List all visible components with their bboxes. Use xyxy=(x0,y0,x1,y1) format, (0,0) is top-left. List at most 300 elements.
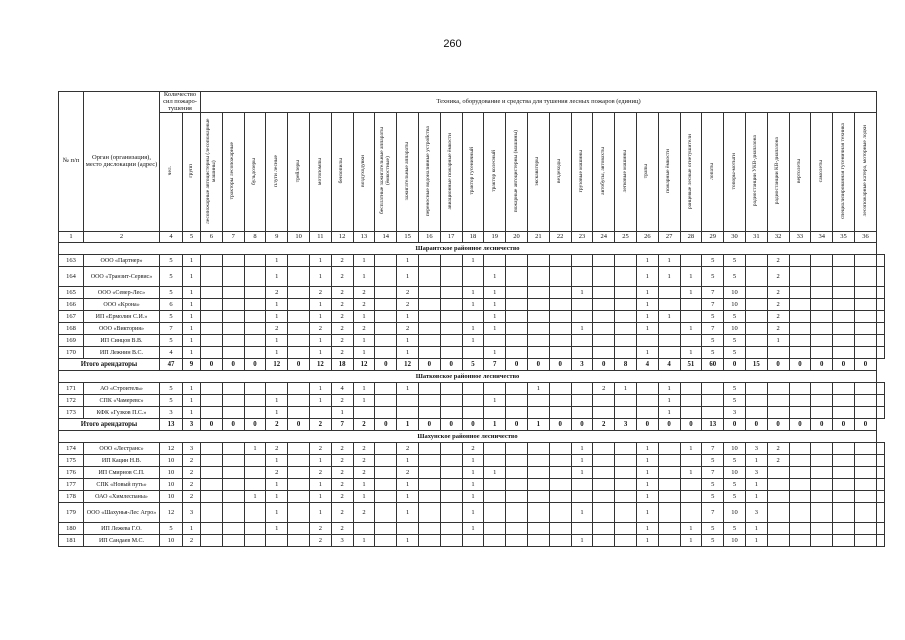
row-value xyxy=(244,455,266,467)
row-value xyxy=(201,383,223,395)
row-value xyxy=(288,347,310,359)
row-value xyxy=(680,255,702,267)
row-value xyxy=(789,395,811,407)
row-value xyxy=(201,479,223,491)
row-value: 1 xyxy=(658,383,680,395)
header-equipment-26: радиостанции УКВ-диапазона xyxy=(745,113,767,232)
row-value: 1 xyxy=(462,287,484,299)
row-value xyxy=(593,455,615,467)
row-value: 2 xyxy=(767,299,789,311)
row-value xyxy=(222,267,244,287)
row-value: 1 xyxy=(266,395,288,407)
row-value: 2 xyxy=(767,455,789,467)
row-value: 1 xyxy=(636,503,658,523)
row-value xyxy=(462,535,484,547)
row-value xyxy=(615,347,637,359)
row-value xyxy=(789,323,811,335)
row-value: 3 xyxy=(331,535,353,547)
header-organ: Орган (организация), место дислокации (адрес) xyxy=(84,92,160,232)
row-value xyxy=(745,407,767,419)
row-value: 2 xyxy=(331,347,353,359)
row-value: 10 xyxy=(724,443,746,455)
row-value xyxy=(593,467,615,479)
total-value: 0 xyxy=(811,359,833,371)
total-value: 0 xyxy=(833,359,855,371)
row-value xyxy=(877,479,885,491)
row-value xyxy=(549,335,571,347)
row-value: 1 xyxy=(636,467,658,479)
header-equipment-7: бензопилы xyxy=(331,113,353,232)
row-value: 1 xyxy=(397,335,419,347)
row-value xyxy=(201,523,223,535)
row-value: 1 xyxy=(183,267,201,287)
row-value xyxy=(375,523,397,535)
row-value xyxy=(527,287,549,299)
row-value: 2 xyxy=(331,523,353,535)
total-value: 0 xyxy=(854,419,876,431)
row-value xyxy=(593,491,615,503)
row-value xyxy=(418,503,440,523)
row-value: 2 xyxy=(353,443,375,455)
row-value: 5 xyxy=(160,335,183,347)
row-organization: ОАО «Химлеспаны» xyxy=(84,491,160,503)
row-value xyxy=(527,255,549,267)
row-value: 1 xyxy=(397,311,419,323)
row-value xyxy=(658,455,680,467)
row-value xyxy=(745,395,767,407)
row-value: 2 xyxy=(767,267,789,287)
row-value: 10 xyxy=(724,535,746,547)
row-value xyxy=(418,443,440,455)
row-value xyxy=(854,299,876,311)
column-number: 6 xyxy=(201,232,223,243)
row-value xyxy=(440,383,462,395)
row-value xyxy=(549,467,571,479)
total-value: 0 xyxy=(375,359,397,371)
row-value xyxy=(288,455,310,467)
row-value xyxy=(288,287,310,299)
row-value xyxy=(506,255,528,267)
row-value: 1 xyxy=(680,523,702,535)
row-value: 1 xyxy=(636,443,658,455)
row-value xyxy=(484,335,506,347)
row-value: 1 xyxy=(745,535,767,547)
row-value xyxy=(375,347,397,359)
row-value xyxy=(571,523,593,535)
row-value: 1 xyxy=(484,347,506,359)
row-value xyxy=(680,503,702,523)
total-value: 12 xyxy=(397,359,419,371)
row-value xyxy=(833,407,855,419)
row-value: 5 xyxy=(702,523,724,535)
row-value xyxy=(593,299,615,311)
header-equipment-17: вездеходы xyxy=(549,113,571,232)
column-number: 7 xyxy=(222,232,244,243)
row-value: 1 xyxy=(353,347,375,359)
row-value xyxy=(506,267,528,287)
row-value: 2 xyxy=(353,287,375,299)
row-value xyxy=(201,299,223,311)
column-number: 30 xyxy=(724,232,746,243)
row-value xyxy=(375,267,397,287)
row-value xyxy=(201,443,223,455)
row-value: 1 xyxy=(353,395,375,407)
row-value xyxy=(877,455,885,467)
row-value: 2 xyxy=(353,323,375,335)
row-value xyxy=(440,523,462,535)
table-row xyxy=(59,407,885,419)
row-value: 7 xyxy=(702,287,724,299)
column-number: 32 xyxy=(767,232,789,243)
row-value xyxy=(440,407,462,419)
row-value xyxy=(244,335,266,347)
row-value xyxy=(811,267,833,287)
header-equipment-16: экскаваторы xyxy=(527,113,549,232)
row-value: 2 xyxy=(331,287,353,299)
total-value: 12 xyxy=(353,359,375,371)
row-number: 170 xyxy=(59,347,84,359)
row-value xyxy=(549,311,571,323)
column-number: 34 xyxy=(811,232,833,243)
row-value xyxy=(854,383,876,395)
row-value: 1 xyxy=(636,455,658,467)
row-value: 1 xyxy=(636,535,658,547)
row-value: 1 xyxy=(462,479,484,491)
row-value: 1 xyxy=(680,347,702,359)
row-value xyxy=(615,491,637,503)
row-value xyxy=(484,407,506,419)
row-value xyxy=(288,523,310,535)
table-row xyxy=(59,323,885,335)
row-value xyxy=(745,383,767,395)
row-number: 173 xyxy=(59,407,84,419)
row-value xyxy=(549,287,571,299)
row-value: 2 xyxy=(331,255,353,267)
row-value xyxy=(571,383,593,395)
row-number: 179 xyxy=(59,503,84,523)
row-value: 2 xyxy=(767,255,789,267)
total-value: 0 xyxy=(222,359,244,371)
row-value xyxy=(811,467,833,479)
row-value xyxy=(680,395,702,407)
column-number: 14 xyxy=(375,232,397,243)
header-equipment-15: пожарные автоцистерны (машины) xyxy=(506,113,528,232)
row-value xyxy=(549,443,571,455)
row-value xyxy=(222,255,244,267)
row-value xyxy=(440,535,462,547)
row-number: 165 xyxy=(59,287,84,299)
row-value: 1 xyxy=(397,455,419,467)
header-equipment-23: ранцевые лесные огнетушители xyxy=(680,113,702,232)
row-value xyxy=(375,479,397,491)
row-value: 5 xyxy=(724,347,746,359)
row-value xyxy=(877,395,885,407)
row-number: 171 xyxy=(59,383,84,395)
row-value: 2 xyxy=(331,443,353,455)
row-value: 1 xyxy=(183,335,201,347)
table-body xyxy=(59,243,885,547)
row-value: 2 xyxy=(309,443,331,455)
row-value xyxy=(440,287,462,299)
row-value: 2 xyxy=(331,299,353,311)
row-value: 5 xyxy=(724,455,746,467)
row-organization: СПК «Чамеревс» xyxy=(84,395,160,407)
row-value xyxy=(244,407,266,419)
row-value xyxy=(658,443,680,455)
header-equipment-4: плуги лесные xyxy=(266,113,288,232)
row-value xyxy=(745,255,767,267)
row-value: 1 xyxy=(266,491,288,503)
row-value xyxy=(201,467,223,479)
row-value xyxy=(877,287,885,299)
row-value xyxy=(680,491,702,503)
total-value: 18 xyxy=(331,359,353,371)
total-value: 0 xyxy=(418,359,440,371)
row-value: 2 xyxy=(309,535,331,547)
row-value xyxy=(244,395,266,407)
total-value: 0 xyxy=(724,359,746,371)
header-staff-groups: групп xyxy=(183,113,201,232)
row-value: 1 xyxy=(183,523,201,535)
row-value xyxy=(506,535,528,547)
row-value: 2 xyxy=(397,299,419,311)
row-value xyxy=(244,299,266,311)
row-value xyxy=(745,323,767,335)
equipment-table xyxy=(58,91,885,547)
row-value xyxy=(244,323,266,335)
row-value: 1 xyxy=(397,267,419,287)
row-value xyxy=(375,455,397,467)
row-value xyxy=(375,443,397,455)
section-title: Шатковское районное лесничество xyxy=(59,371,877,383)
row-value: 2 xyxy=(331,267,353,287)
row-value xyxy=(549,347,571,359)
header-num: № п/п xyxy=(59,92,84,232)
row-value: 1 xyxy=(183,395,201,407)
total-value: 2 xyxy=(309,419,331,431)
row-value xyxy=(288,383,310,395)
row-value xyxy=(222,467,244,479)
row-organization: ООО «Транзит-Сервис» xyxy=(84,267,160,287)
row-organization: ИП Кацин Н.В. xyxy=(84,455,160,467)
header-equipment-11: переносные водоналивные устройства xyxy=(418,113,440,232)
row-value: 2 xyxy=(309,523,331,535)
total-label: Итого арендаторы xyxy=(59,359,160,371)
row-value xyxy=(658,335,680,347)
header-equipment-19: автобусы, автовахты xyxy=(593,113,615,232)
row-value: 1 xyxy=(266,267,288,287)
row-value xyxy=(811,491,833,503)
row-value: 1 xyxy=(462,323,484,335)
row-value xyxy=(266,535,288,547)
row-value xyxy=(833,335,855,347)
row-value xyxy=(833,535,855,547)
row-organization: ИП Синцов В.В. xyxy=(84,335,160,347)
row-value xyxy=(658,479,680,491)
header-equipment-12: авиационные пожарные ёмкости xyxy=(440,113,462,232)
row-value: 5 xyxy=(702,267,724,287)
row-value xyxy=(811,287,833,299)
row-value xyxy=(615,311,637,323)
row-value xyxy=(615,467,637,479)
total-value: 0 xyxy=(244,359,266,371)
row-value xyxy=(506,347,528,359)
section-title: Шахунское районное лесничество xyxy=(59,431,877,443)
row-value xyxy=(854,523,876,535)
row-value: 2 xyxy=(331,311,353,323)
row-value: 2 xyxy=(183,467,201,479)
row-value: 1 xyxy=(745,455,767,467)
column-number: 4 xyxy=(160,232,183,243)
row-value xyxy=(418,335,440,347)
row-value: 5 xyxy=(724,255,746,267)
row-value xyxy=(789,455,811,467)
row-value xyxy=(244,479,266,491)
row-value xyxy=(767,491,789,503)
row-value: 2 xyxy=(331,491,353,503)
header-equipment-20: легковые машины xyxy=(615,113,637,232)
row-value: 2 xyxy=(309,323,331,335)
row-value xyxy=(440,503,462,523)
table-row xyxy=(59,535,885,547)
total-value: 2 xyxy=(353,419,375,431)
row-value xyxy=(440,347,462,359)
row-value xyxy=(789,407,811,419)
row-value xyxy=(658,523,680,535)
row-value: 5 xyxy=(160,311,183,323)
row-value: 5 xyxy=(724,267,746,287)
total-value: 0 xyxy=(593,359,615,371)
row-value: 1 xyxy=(745,491,767,503)
row-value xyxy=(462,311,484,323)
row-value xyxy=(418,287,440,299)
row-value xyxy=(440,491,462,503)
row-value xyxy=(418,455,440,467)
row-value: 5 xyxy=(160,383,183,395)
row-number: 175 xyxy=(59,455,84,467)
column-number: 25 xyxy=(615,232,637,243)
row-number: 168 xyxy=(59,323,84,335)
row-value xyxy=(877,491,885,503)
row-organization: ООО «Лестранс» xyxy=(84,443,160,455)
row-value: 10 xyxy=(160,535,183,547)
row-value: 1 xyxy=(658,407,680,419)
row-value xyxy=(418,395,440,407)
total-value: 7 xyxy=(484,359,506,371)
row-value: 2 xyxy=(331,323,353,335)
total-value: 0 xyxy=(658,419,680,431)
row-value xyxy=(244,503,266,523)
row-value xyxy=(811,503,833,523)
row-value xyxy=(636,335,658,347)
row-value xyxy=(615,395,637,407)
total-value: 0 xyxy=(724,419,746,431)
row-value: 2 xyxy=(767,443,789,455)
row-value xyxy=(833,383,855,395)
row-value xyxy=(615,503,637,523)
total-value: 0 xyxy=(201,359,223,371)
row-value xyxy=(854,443,876,455)
total-value: 0 xyxy=(767,359,789,371)
row-value: 1 xyxy=(636,255,658,267)
table-row xyxy=(59,383,885,395)
header-staff: Количество сил пожаро-тушения xyxy=(160,92,201,113)
row-value xyxy=(506,503,528,523)
row-value: 1 xyxy=(183,323,201,335)
row-value xyxy=(593,443,615,455)
row-value xyxy=(767,479,789,491)
header-equipment-30: специализированная гусеничная техника xyxy=(833,113,855,232)
total-value: 13 xyxy=(160,419,183,431)
row-value: 1 xyxy=(658,267,680,287)
row-value: 1 xyxy=(484,287,506,299)
row-value xyxy=(833,347,855,359)
row-value: 5 xyxy=(724,523,746,535)
row-value xyxy=(288,267,310,287)
row-value xyxy=(549,491,571,503)
row-value xyxy=(527,299,549,311)
row-value: 1 xyxy=(571,503,593,523)
row-value xyxy=(593,287,615,299)
row-value xyxy=(201,535,223,547)
row-value: 1 xyxy=(309,479,331,491)
row-value xyxy=(767,503,789,523)
row-value xyxy=(201,395,223,407)
table-row xyxy=(59,311,885,323)
row-value xyxy=(854,503,876,523)
row-organization: АО «Строитель» xyxy=(84,383,160,395)
row-value xyxy=(484,383,506,395)
row-value xyxy=(288,503,310,523)
row-value xyxy=(375,287,397,299)
column-number: 10 xyxy=(288,232,310,243)
row-number: 164 xyxy=(59,267,84,287)
row-value xyxy=(440,335,462,347)
row-value xyxy=(877,267,885,287)
row-value xyxy=(833,443,855,455)
row-value: 2 xyxy=(593,383,615,395)
row-value: 1 xyxy=(183,287,201,299)
row-value xyxy=(440,267,462,287)
column-number: 12 xyxy=(331,232,353,243)
total-value: 15 xyxy=(745,359,767,371)
column-number: 5 xyxy=(183,232,201,243)
row-value: 10 xyxy=(724,503,746,523)
row-value xyxy=(593,395,615,407)
row-value xyxy=(680,335,702,347)
total-value: 8 xyxy=(615,359,637,371)
row-value xyxy=(615,335,637,347)
row-value xyxy=(680,407,702,419)
row-value: 1 xyxy=(397,503,419,523)
row-value xyxy=(549,395,571,407)
column-number: 24 xyxy=(593,232,615,243)
row-value: 1 xyxy=(767,335,789,347)
row-value: 10 xyxy=(724,299,746,311)
row-organization: КФК «Гузков П.С.» xyxy=(84,407,160,419)
row-value xyxy=(854,347,876,359)
total-value: 5 xyxy=(462,359,484,371)
table-row xyxy=(59,287,885,299)
row-value xyxy=(244,383,266,395)
row-value: 2 xyxy=(331,479,353,491)
row-value xyxy=(222,395,244,407)
row-value xyxy=(288,479,310,491)
section-title: Шарантское районное лесничество xyxy=(59,243,877,255)
row-value xyxy=(615,407,637,419)
total-value: 3 xyxy=(615,419,637,431)
row-value: 4 xyxy=(331,383,353,395)
